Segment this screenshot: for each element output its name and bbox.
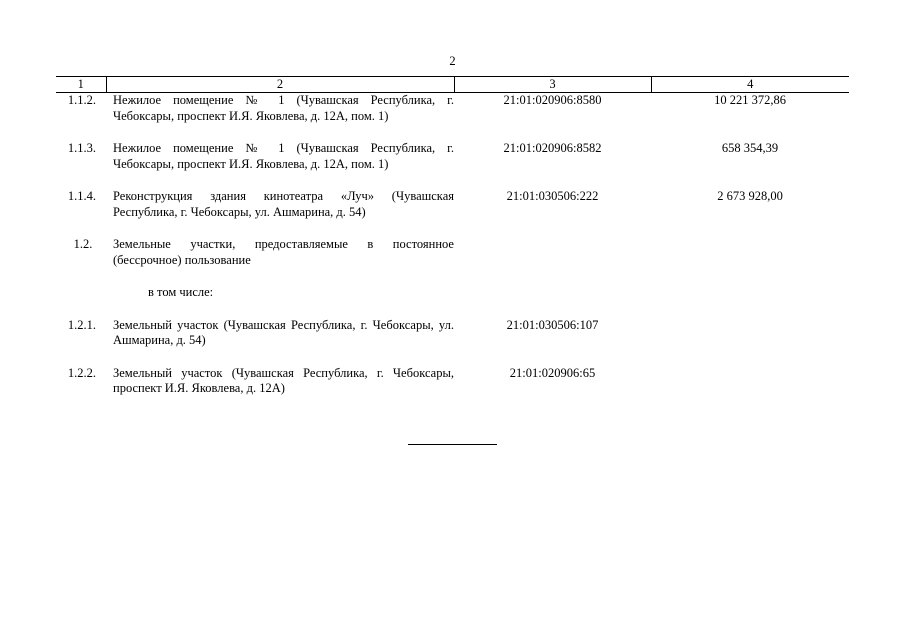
property-table: [56, 76, 849, 397]
table-row: [56, 366, 849, 397]
row-value: 658 354,39: [721, 141, 779, 155]
subheading-including: в том числе:: [148, 285, 214, 299]
row-number: 1.1.2.: [67, 93, 96, 107]
table-row: [56, 318, 849, 349]
row-spacer: [56, 172, 849, 189]
table-row: [56, 141, 849, 172]
row-number: 1.1.4.: [67, 189, 96, 203]
header-col-4: 4: [651, 77, 849, 93]
row-spacer: [56, 124, 849, 141]
row-spacer: [56, 268, 849, 285]
header-col-3: 3: [454, 77, 651, 93]
row-spacer: [56, 349, 849, 366]
header-col-2: 2: [106, 77, 454, 93]
row-value: [651, 237, 849, 268]
header-col-1: 1: [56, 77, 106, 93]
page-number: 2: [449, 54, 456, 68]
row-cadastral-number: [454, 237, 651, 268]
subheading-row: [56, 285, 849, 301]
table-row: [56, 189, 849, 220]
row-number: 1.2.: [73, 237, 93, 251]
row-number: 1.1.3.: [67, 141, 96, 155]
row-description: Земельный участок (Чувашская Республика, г. Чебоксары, проспект И.Я. Яковлева, д. 12А): [113, 365, 454, 395]
row-value: [651, 366, 849, 397]
row-description: Земельные участки, предоставляемые в постоянное (бессрочное) пользование: [113, 237, 454, 267]
row-cadastral-number: 21:01:020906:65: [509, 365, 596, 380]
table-body: [56, 93, 849, 397]
row-cadastral-number: 21:01:020906:8580: [503, 93, 602, 107]
row-description: Нежилое помещение № 1 (Чувашская Республика, г. Чебоксары, проспект И.Я. Яковлева, д. 12А, пом. 1): [113, 141, 454, 171]
row-description: Нежилое помещение № 1 (Чувашская Республика, г. Чебоксары, проспект И.Я. Яковлева, д. 12А, пом. 1): [113, 93, 454, 123]
row-number: 1.2.2.: [67, 365, 96, 380]
row-spacer: [56, 301, 849, 318]
row-value: 2 673 928,00: [717, 189, 783, 203]
row-value: 10 221 372,86: [714, 93, 786, 107]
end-of-document-line: [408, 444, 497, 445]
header-row: [56, 77, 849, 93]
row-cadastral-number: 21:01:020906:8582: [503, 141, 602, 155]
row-value: [651, 318, 849, 349]
row-spacer: [56, 220, 849, 237]
row-cadastral-number: 21:01:030506:107: [506, 317, 599, 332]
row-description: Земельный участок (Чувашская Республика, г. Чебоксары, ул. Ашмарина, д. 54): [113, 317, 454, 347]
row-cadastral-number: 21:01:030506:222: [506, 189, 599, 203]
table-header: [56, 77, 849, 93]
table-row: [56, 93, 849, 125]
row-number: 1.2.1.: [67, 317, 96, 332]
table-row: [56, 237, 849, 268]
row-description: Реконструкция здания кинотеатра «Луч» (Чувашская Республика, г. Чебоксары, ул. Ашмарина, д. 54): [113, 189, 454, 219]
